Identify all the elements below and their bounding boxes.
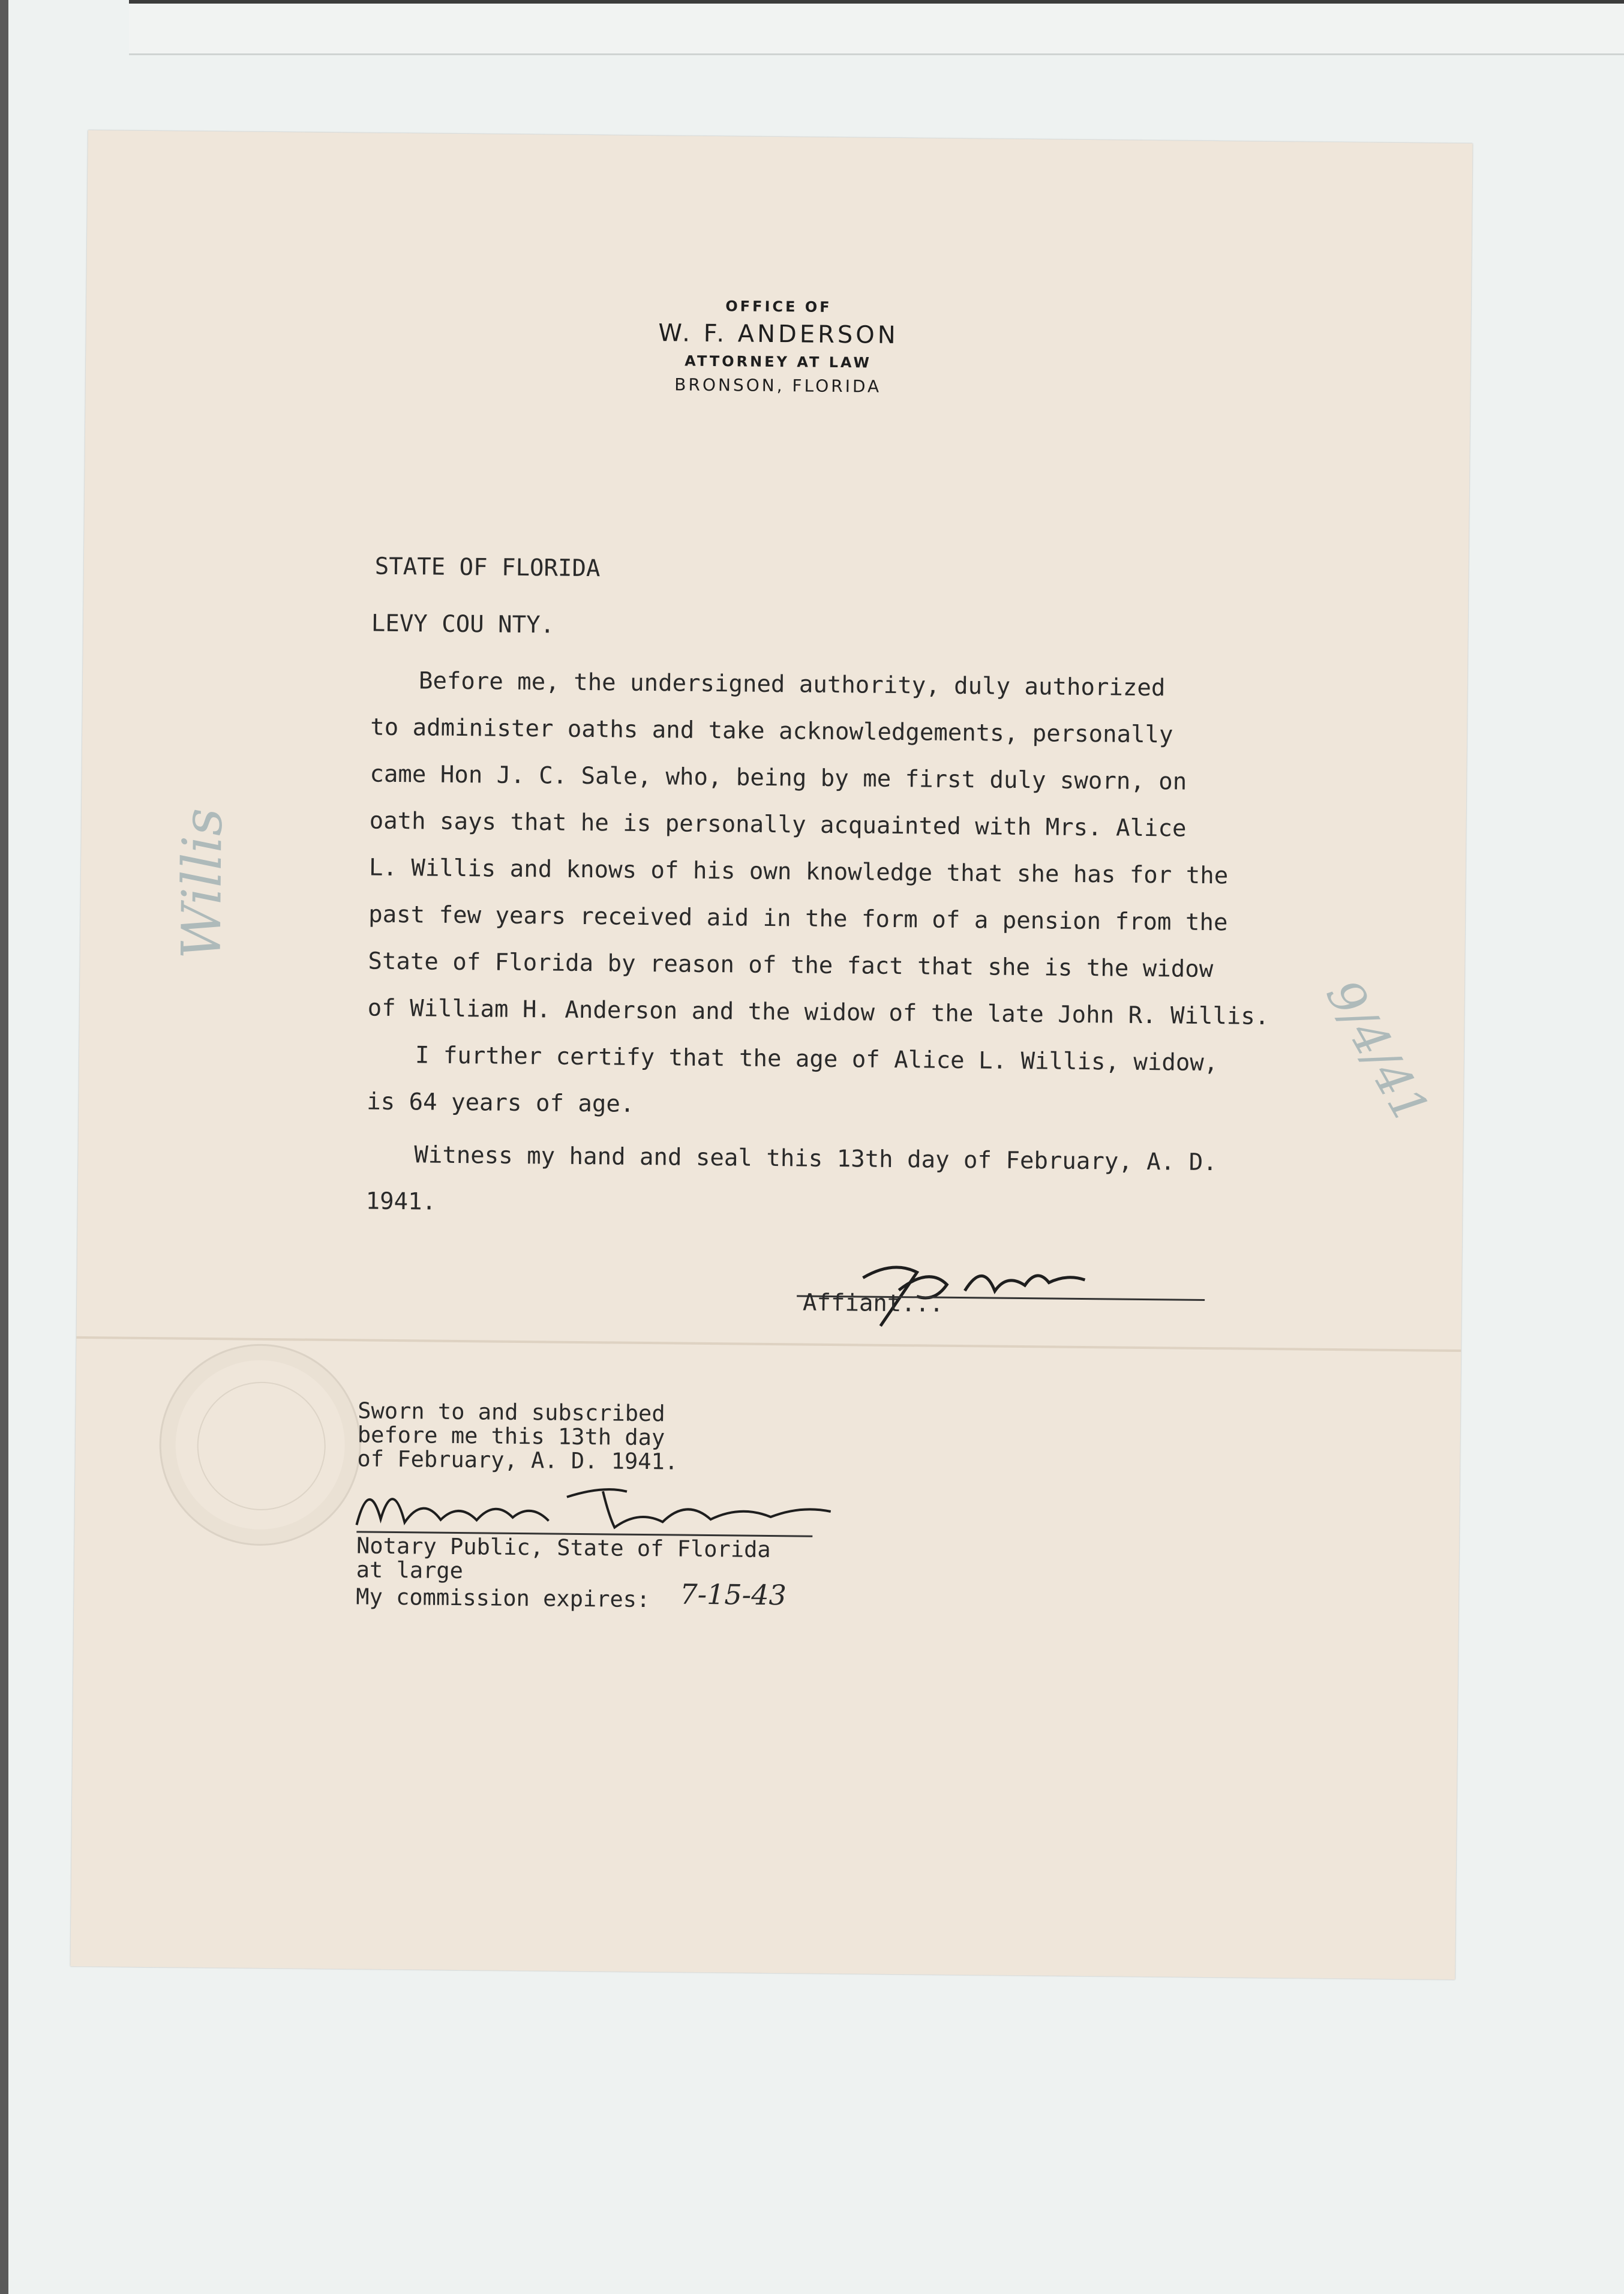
letterhead	[86, 289, 1472, 406]
venue-county: LEVY COU NTY.	[371, 610, 555, 639]
letterhead-title: ATTORNEY AT LAW	[685, 352, 872, 371]
seal-inner-ring	[197, 1381, 326, 1511]
margin-note-right: 9/4/41	[1315, 970, 1440, 1133]
body-line: is 64 years of age.	[367, 1088, 635, 1118]
body-line: past few years received aid in the form of a pension from the	[368, 901, 1228, 937]
venue-state: STATE OF FLORIDA	[374, 553, 601, 583]
body-line: 1941.	[365, 1188, 437, 1216]
body-line: Before me, the undersigned authority, duly authorized	[418, 667, 1166, 702]
margin-note-left: Willis	[170, 808, 235, 960]
scanner-edge	[0, 0, 8, 2294]
affiant-label: Affiant...	[802, 1289, 944, 1318]
letterhead-office-of: OFFICE OF	[725, 298, 832, 316]
commission-date: 7-15-43	[680, 1578, 787, 1612]
letterhead-location: BRONSON, FLORIDA	[674, 374, 882, 397]
body-line: oath says that he is personally acquainted with Mrs. Alice	[369, 807, 1187, 842]
notary-title: Notary Public, State of Florida	[356, 1533, 771, 1563]
jurat-line: before me this 13th day	[357, 1422, 665, 1451]
body-line: L. Willis and knows of his own knowledge that she has for the	[368, 854, 1229, 890]
body-line: to administer oaths and take acknowledgements, personally	[370, 713, 1173, 749]
jurat-line: Sworn to and subscribed	[358, 1398, 665, 1427]
letterhead-name: W. F. ANDERSON	[658, 319, 899, 349]
jurat-line: of February, A. D. 1941.	[357, 1446, 679, 1475]
embossed-notary-seal	[158, 1343, 362, 1546]
body-line: Witness my hand and seal this 13th day of February, A. D.	[414, 1141, 1217, 1177]
body-line: State of Florida by reason of the fact that she is the widow	[368, 947, 1214, 983]
commission-label: My commission expires:	[356, 1584, 650, 1613]
notary-at-large: at large	[356, 1557, 464, 1584]
body-line: I further certify that the age of Alice L. Willis, widow,	[415, 1042, 1218, 1077]
body-line: came Hon J. C. Sale, who, being by me first duly sworn, on	[370, 760, 1187, 796]
backing-sheet-edge	[129, 0, 1624, 55]
affidavit-page	[70, 130, 1472, 1980]
body-line: of William H. Anderson and the widow of the late John R. Willis.	[367, 994, 1269, 1030]
